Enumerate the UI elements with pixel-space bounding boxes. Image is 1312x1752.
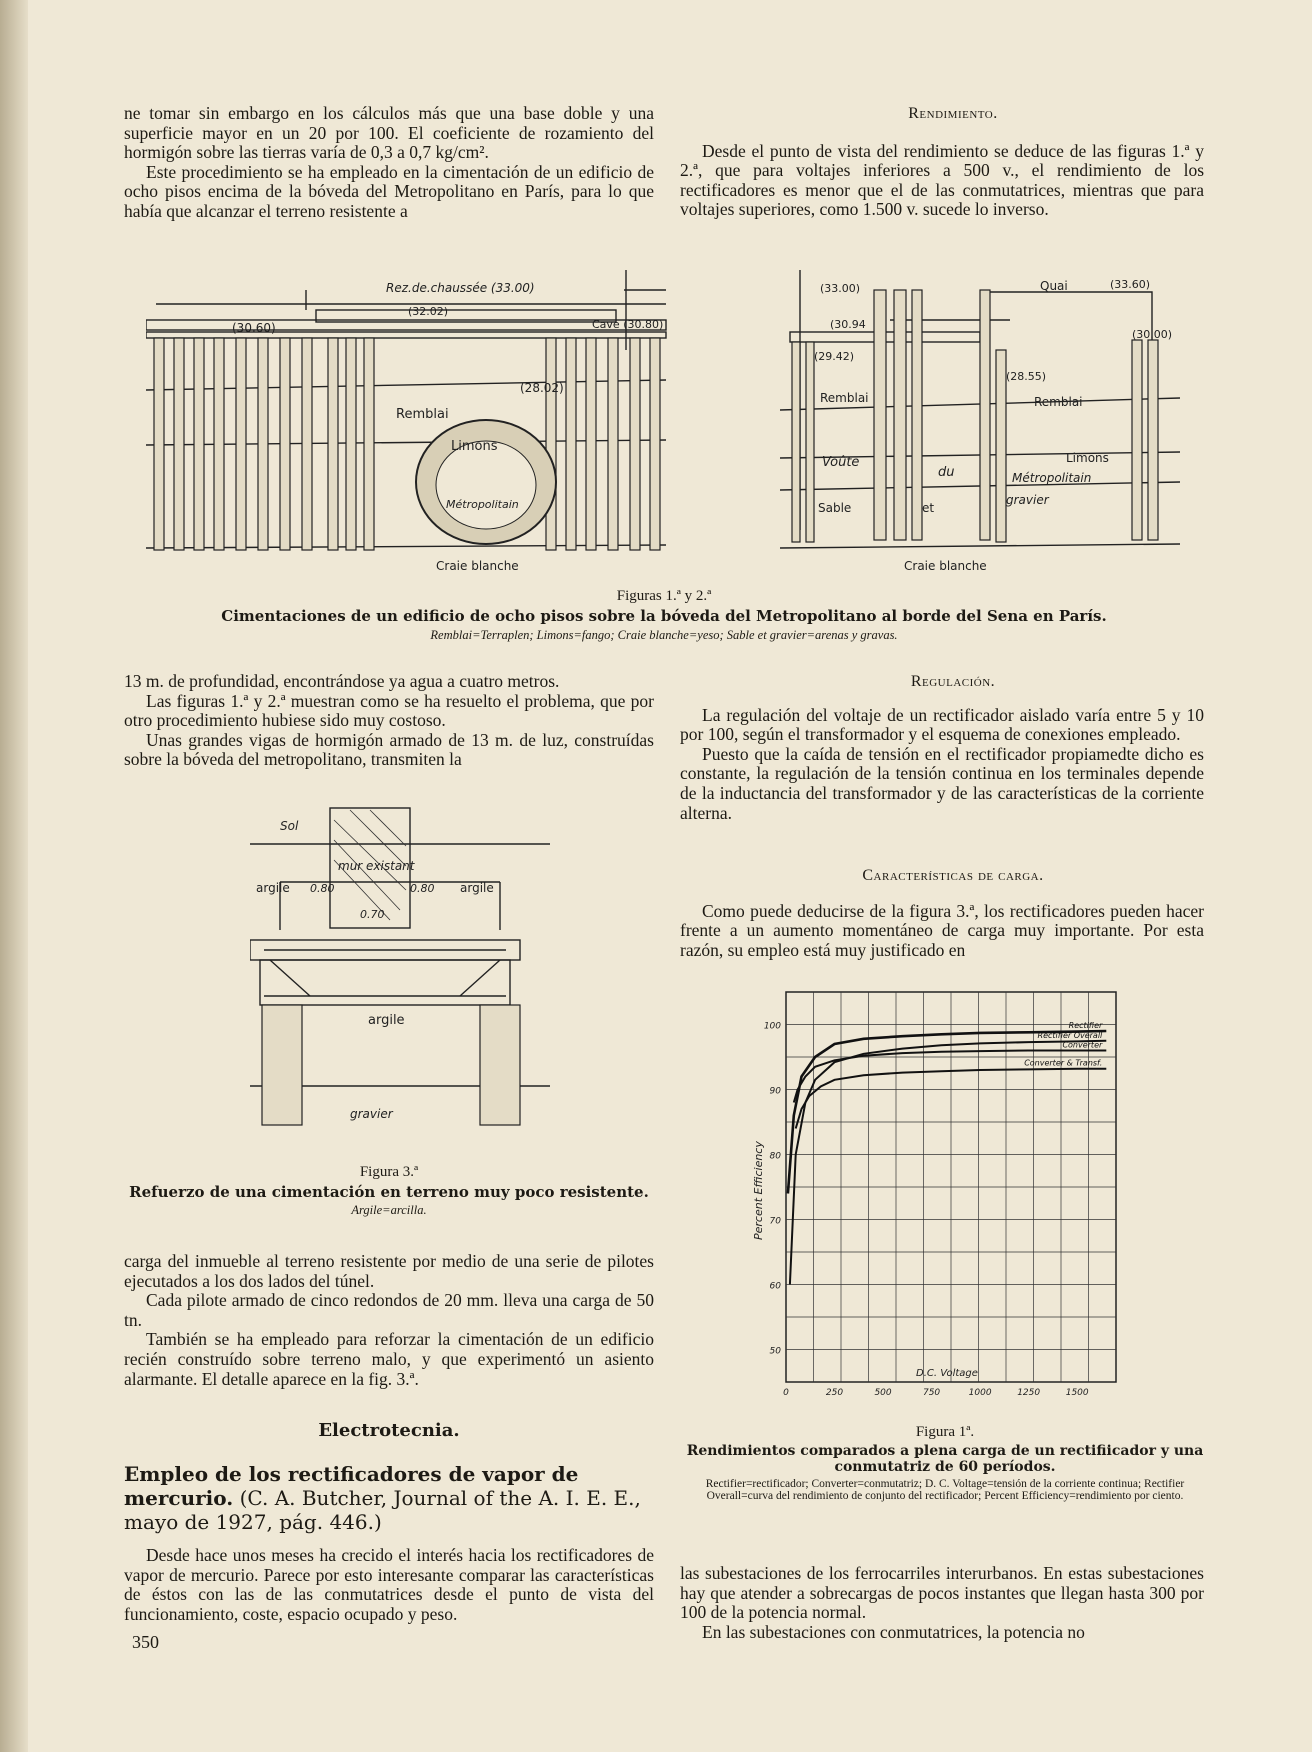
figure-1a-caption xyxy=(680,1424,1210,1502)
paragraph: carga del inmueble al terreno resistente por medio de una serie de pilotes ejecutados a los dos lados del túnel. xyxy=(124,1251,654,1291)
paragraph: Las figuras 1.ª y 2.ª muestran como se ha resuelto el problema, que por otro procedimiento hubiese sido muy costoso. xyxy=(124,690,654,731)
caption-title: Figura 3.ª xyxy=(359,1164,419,1180)
figure-1-drawing xyxy=(146,270,676,580)
label-dim-080-right: 0.80 xyxy=(410,882,435,895)
section-heading: Rendimiento. xyxy=(908,105,998,122)
label-metropolitain: Métropolitain xyxy=(446,498,519,511)
label-remblai: Remblai xyxy=(396,407,449,422)
paragraph: La regulación del voltaje de un rectificador aislado varía entre 5 y 10 por 100, según el transformador y el esquema de conexiones empleado. xyxy=(680,704,1204,745)
chart-y-axis-label: Percent Efficiency xyxy=(752,1141,765,1240)
label-dim-080-left: 0.80 xyxy=(310,882,335,895)
label-29-42: (29.42) xyxy=(814,350,855,363)
efficiency-chart xyxy=(730,990,1140,1400)
article-body xyxy=(124,1546,654,1624)
section-heading: Características de carga. xyxy=(862,867,1044,884)
label-quai: Quai xyxy=(1040,279,1068,293)
paragraph: Puesto que la caída de tensión en el rectificador propiamedte dicho es constante, la regulación de la tensión continua en los terminales depende de la inductancia del transformador y de las características de la corriente alterna. xyxy=(680,743,1204,823)
paragraph: En las subestaciones con conmutatrices, la potencia no xyxy=(702,1621,1085,1642)
paragraph: Este procedimiento se ha empleado en la cimentación de un edificio de ocho pisos encima de la bóveda del Metropolitano en París, para lo que había que alcanzar el terreno resistente a xyxy=(124,161,654,221)
figure-3-caption xyxy=(124,1164,654,1218)
label-gravier: gravier xyxy=(350,1107,393,1121)
label-33-60: (33.60) xyxy=(1110,278,1151,291)
article-title-bold: Empleo de los rectificadores de vapor de mercurio. xyxy=(124,1462,579,1510)
label-dim-070: 0.70 xyxy=(360,908,385,921)
paragraph: Cada pilote armado de cinco redondos de 20 mm. lleva una carga de 50 tn. xyxy=(124,1290,654,1330)
mid-left-text xyxy=(124,672,654,770)
label-limons: Limons xyxy=(451,439,498,454)
article-title-citation: (C. A. Butcher, Journal of the A. I. E. E., mayo de 1927, pág. 446.) xyxy=(124,1486,641,1534)
article-title xyxy=(124,1462,664,1534)
figure-3-drawing xyxy=(250,800,550,1140)
x-tick-label: 1000 xyxy=(968,1388,992,1398)
top-left-text xyxy=(124,104,654,222)
label-30-00: (30.00) xyxy=(1132,328,1173,341)
label-argile-left: argile xyxy=(256,881,290,895)
chart-x-axis-label: D.C. Voltage xyxy=(916,1368,978,1379)
paragraph: Unas grandes vigas de hormigón armado de 13 m. de luz, construídas sobre la bóveda del metropolitano, transmiten la xyxy=(124,729,654,770)
regulacion-section xyxy=(680,672,1204,823)
figure-2-drawing xyxy=(780,270,1180,580)
y-tick-label: 60 xyxy=(769,1281,781,1292)
series-label: Converter xyxy=(1062,1040,1103,1050)
lower-left-text xyxy=(124,1252,654,1389)
label-33-00: (33.00) xyxy=(820,282,861,295)
caption-legend: Argile=arcilla. xyxy=(351,1203,427,1217)
label-sol: Sol xyxy=(280,819,299,833)
label-sable: Sable xyxy=(818,501,852,515)
caption-title: Figura 1ª. xyxy=(915,1424,975,1440)
label-level-32-02: (32.02) xyxy=(408,305,449,318)
section-heading: Regulación. xyxy=(910,673,996,690)
x-tick-label: 0 xyxy=(783,1388,789,1398)
label-voute: Voûte xyxy=(822,455,860,470)
label-argile-center: argile xyxy=(368,1013,405,1028)
paragraph: 13 m. de profundidad, encontrándose ya agua a cuatro metros. xyxy=(124,671,560,691)
page-edge-shadow xyxy=(0,0,28,1752)
label-mur-existant: mur existant xyxy=(338,859,415,873)
label-remblai-right: Remblai xyxy=(1034,395,1083,409)
label-level-28-02: (28.02) xyxy=(520,381,564,395)
label-30-94: (30.94 xyxy=(830,318,866,331)
caption-bold: Rendimientos comparados a plena carga de un rectifiicador y una conmutatriz de 60 períodos. xyxy=(686,1443,1204,1475)
caption-legend: Remblai=Terraplen; Limons=fango; Craie blanche=yeso; Sable et gravier=arenas y gravas. xyxy=(430,628,898,642)
series-label: Rectifier Overall xyxy=(1037,1030,1103,1040)
series-label: Rectifier xyxy=(1068,1021,1103,1030)
caption-bold: Cimentaciones de un edificio de ocho pisos sobre la bóveda del Metropolitano al borde del Sena en París. xyxy=(221,607,1107,625)
label-craie-blanche: Craie blanche xyxy=(904,559,987,573)
bottom-right-text xyxy=(680,1564,1204,1642)
y-tick-label: 100 xyxy=(763,1021,781,1032)
label-craie-blanche: Craie blanche xyxy=(436,559,519,573)
x-tick-label: 1500 xyxy=(1065,1388,1089,1398)
label-limons: Limons xyxy=(1066,451,1109,465)
label-argile-right: argile xyxy=(460,881,494,895)
paragraph: Desde hace unos meses ha crecido el interés hacia los rectificadores de vapor de mercurio. Parece por esto interesante comparar las características de éstos con las de las conmutatrices desde el punto de vista del funcionamiento, coste, espacio ocupado y peso. xyxy=(124,1545,654,1624)
paragraph: También se ha empleado para reforzar la cimentación de un edificio recién construído sobre terreno malo, y que experimentó un asiento alarmante. El detalle aparece en la fig. 3.ª. xyxy=(124,1329,654,1389)
label-cave: Cave (30.80) xyxy=(592,318,664,331)
caption-title: Figuras 1.ª y 2.ª xyxy=(616,588,712,604)
y-tick-label: 90 xyxy=(769,1086,781,1097)
caracteristicas-section xyxy=(680,866,1204,960)
paragraph: Como puede deducirse de la figura 3.ª, los rectificadores pueden hacer frente a un aumento momentáneo de carga muy importante. Por esta razón, su empleo está muy justificado en xyxy=(680,900,1204,960)
label-remblai-left: Remblai xyxy=(820,391,869,405)
x-tick-label: 250 xyxy=(825,1388,844,1398)
x-tick-label: 1250 xyxy=(1017,1388,1041,1398)
y-tick-label: 80 xyxy=(769,1151,781,1162)
page-number: 350 xyxy=(132,1632,159,1652)
paragraph: Desde el punto de vista del rendimiento se deduce de las figuras 1.ª y 2.ª, que para voltajes inferiores a 500 v., el rendimiento de los rectificadores es menor que el de las conmutatrices, mientras que para voltajes superiores, como 1.500 v. sucede lo inverso. xyxy=(680,140,1204,220)
x-tick-label: 750 xyxy=(922,1388,941,1398)
label-28-55: (28.55) xyxy=(1006,370,1047,383)
x-tick-label: 500 xyxy=(874,1388,892,1398)
series-label: Converter & Transf. xyxy=(1024,1058,1103,1068)
y-tick-label: 50 xyxy=(769,1346,781,1357)
paragraph: ne tomar sin embargo en los cálculos más que una base doble y una superficie mayor en un 20 por 100. El coeficiente de rozamiento del hormigón sobre las tierras varía de 0,3 a 0,7 kg/cm². xyxy=(124,103,654,163)
section-title: Electrotecnia. xyxy=(318,1420,460,1441)
paragraph: las subestaciones de los ferrocarriles interurbanos. En estas subestaciones hay que atender a sobrecargas de pocos instantes que llegan hasta 300 por 100 de la potencia normal. xyxy=(680,1563,1204,1623)
label-et: et xyxy=(922,501,935,515)
rendimiento-section xyxy=(680,104,1204,220)
figures-1-2-caption xyxy=(124,588,1204,643)
y-tick-label: 70 xyxy=(769,1216,781,1227)
label-metropolitain: Métropolitain xyxy=(1012,471,1092,485)
caption-bold: Refuerzo de una cimentación en terreno muy poco resistente. xyxy=(129,1183,649,1201)
caption-legend: Rectifier=rectificador; Converter=conmutatriz; D. C. Voltage=tensión de la corriente continua; Rectifier Overall=curva del rendimiento de conjunto del rectificador; Percent Efficiency=rendimiento por ciento. xyxy=(705,1478,1185,1502)
label-rez-de-chaussee: Rez.de.chaussée (33.00) xyxy=(386,281,535,295)
label-du: du xyxy=(938,465,955,480)
label-gravier: gravier xyxy=(1006,493,1049,507)
label-level-30-60: (30.60) xyxy=(232,321,276,335)
